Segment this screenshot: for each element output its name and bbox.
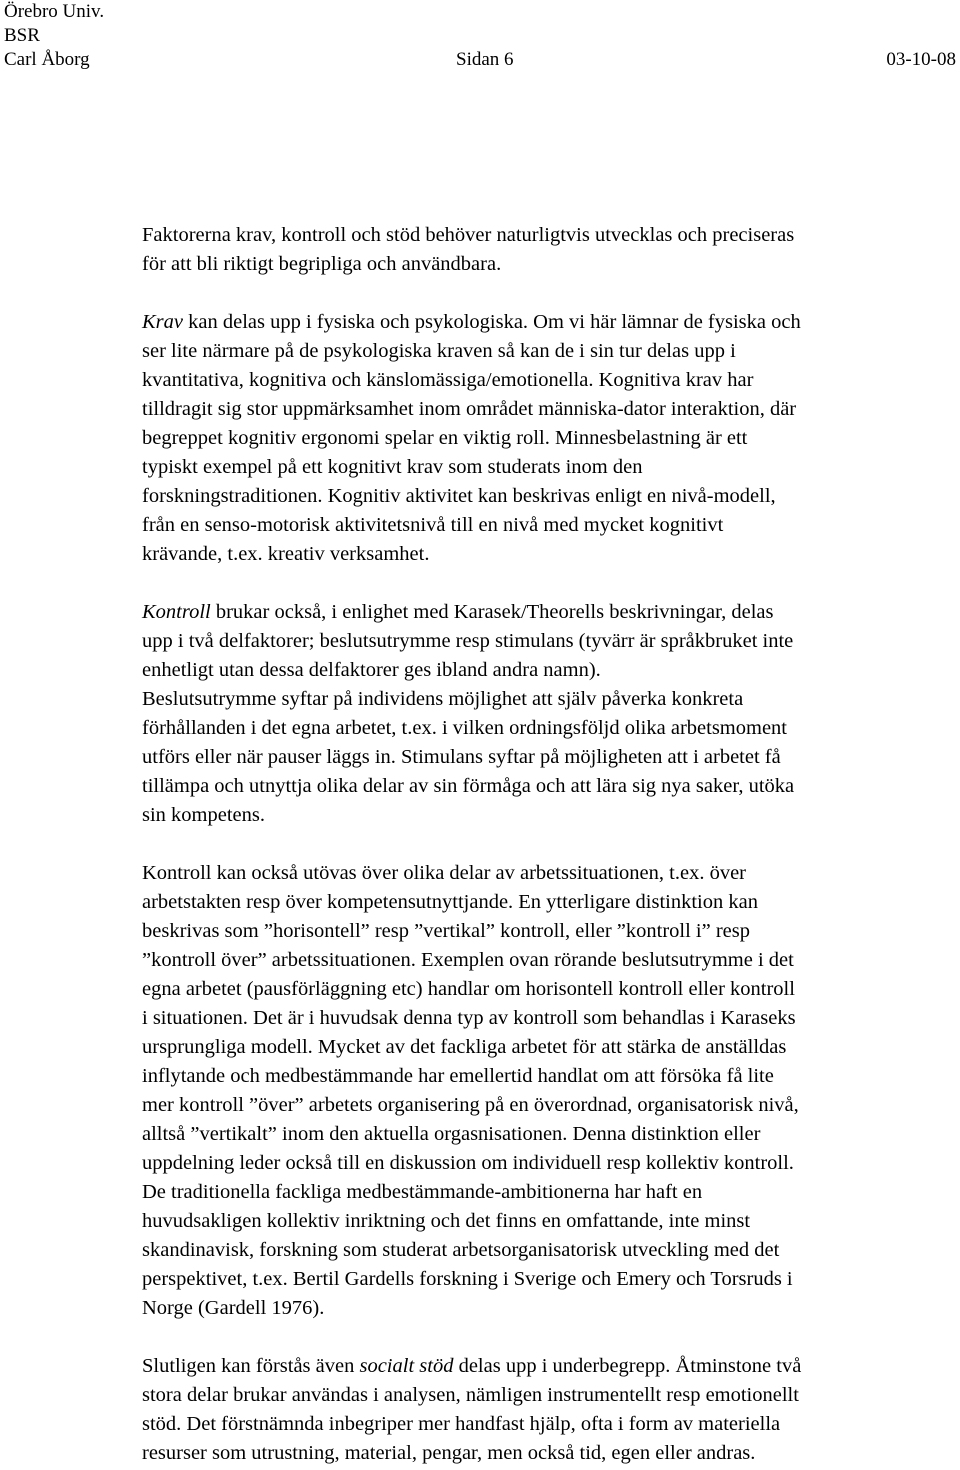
- text-line: perspektivet, t.ex. Bertil Gardells forskning i Sverige och Emery och Torsruds i: [142, 1268, 793, 1290]
- text-line: huvudsakligen kollektiv inriktning och det finns en omfattande, inte minst: [142, 1210, 751, 1232]
- header-line-meta: [0, 48, 960, 72]
- text-line: från en senso-motorisk aktivitetsnivå till en nivå med mycket kognitivt: [142, 514, 724, 536]
- page-header: [0, 0, 960, 72]
- text-line: krävande, t.ex. kreativ verksamhet.: [142, 543, 430, 565]
- text-line: utförs eller när pauser läggs in. Stimulans syftar på möjligheten att i arbetet få: [142, 746, 781, 768]
- text-line: i situationen. Det är i huvudsak denna typ av kontroll som behandlas i Karaseks: [142, 1007, 796, 1029]
- paragraph-spacer: [142, 1323, 960, 1352]
- text-line: tilldragit sig stor uppmärksamhet inom området människa-dator interaktion, där: [142, 398, 797, 420]
- text-line: sin kompetens.: [142, 804, 265, 826]
- paragraph-spacer: [142, 279, 960, 308]
- emphasized-term: Krav: [142, 311, 183, 333]
- text-line: De traditionella fackliga medbestämmande-ambitionerna har haft en: [142, 1181, 703, 1203]
- line-text: brukar också, i enlighet med Karasek/Theorells beskrivningar, delas: [210, 601, 774, 623]
- text-line: [142, 1352, 960, 1381]
- header-line-department: [0, 24, 960, 48]
- text-line: stora delar brukar användas i analysen, nämligen instrumentellt resp emotionellt: [142, 1384, 799, 1406]
- text-line: ser lite närmare på de psykologiska kraven så kan de i sin tur delas upp i: [142, 340, 736, 362]
- text-line: alltså ”vertikalt” inom den aktuella orgasnisationen. Denna distinktion eller: [142, 1123, 761, 1145]
- line-text: delas upp i underbegrepp. Åtminstone två: [453, 1355, 802, 1377]
- department-name: BSR: [4, 25, 40, 46]
- document-date: 03-10-08: [886, 49, 956, 70]
- text-line: Beslutsutrymme syftar på individens möjlighet att själv påverka konkreta: [142, 688, 744, 710]
- header-line-institution: [0, 0, 960, 24]
- paragraph-5: [142, 1352, 960, 1468]
- page-number: Sidan 6: [456, 49, 514, 70]
- line-text: kan delas upp i fysiska och psykologiska. Om vi här lämnar de fysiska och: [183, 311, 801, 333]
- paragraph-2: [142, 308, 960, 569]
- text-line: arbetstakten resp över kompetensutnyttjande. En ytterligare distinktion kan: [142, 891, 758, 913]
- emphasized-term: Kontroll: [142, 601, 211, 623]
- text-line: [142, 308, 960, 337]
- emphasized-term: socialt stöd: [359, 1355, 454, 1377]
- text-line: upp i två delfaktorer; beslutsutrymme resp stimulans (tyvärr är språkbruket inte: [142, 630, 794, 652]
- text-line: ”kontroll över” arbetssituationen. Exemplen ovan rörande beslutsutrymme i det: [142, 949, 794, 971]
- document-body: [142, 221, 960, 1468]
- text-line: Kontroll kan också utövas över olika delar av arbetssituationen, t.ex. över: [142, 862, 746, 884]
- text-line: skandinavisk, forskning som studerat arbetsorganisatorisk utveckling med det: [142, 1239, 780, 1261]
- text-line: förhållanden i det egna arbetet, t.ex. i vilken ordningsföljd olika arbetsmoment: [142, 717, 787, 739]
- text-line: uppdelning leder också till en diskussion om individuell resp kollektiv kontroll.: [142, 1152, 794, 1174]
- text-line: forskningstraditionen. Kognitiv aktivitet kan beskrivas enligt en nivå-modell,: [142, 485, 776, 507]
- text-line: resurser som utrustning, material, pengar, men också tid, egen eller andras.: [142, 1442, 756, 1464]
- text-line: egna arbetet (pausförläggning etc) handlar om horisontell kontroll eller kontroll: [142, 978, 795, 1000]
- institution-name: Örebro Univ.: [4, 1, 105, 22]
- text-line: stöd. Det förstnämnda inbegriper mer handfast hjälp, ofta i form av materiella: [142, 1413, 781, 1435]
- text-line: mer kontroll ”över” arbetets organisering på en överordnad, organisatorisk nivå,: [142, 1094, 799, 1116]
- text-line: enhetligt utan dessa delfaktorer ges ibland andra namn).: [142, 659, 601, 681]
- text-line: begreppet kognitiv ergonomi spelar en viktig roll. Minnesbelastning är ett: [142, 427, 748, 449]
- paragraph-spacer: [142, 830, 960, 859]
- text-line: ursprungliga modell. Mycket av det fackliga arbetet för att stärka de anställdas: [142, 1036, 787, 1058]
- text-line: kvantitativa, kognitiva och känslomässiga/emotionella. Kognitiva krav har: [142, 369, 754, 391]
- paragraph-1: [142, 221, 960, 279]
- text-line: [142, 598, 960, 627]
- text-line: Norge (Gardell 1976).: [142, 1297, 325, 1319]
- line-text: Slutligen kan förstås även: [142, 1355, 360, 1377]
- text-line: Faktorerna krav, kontroll och stöd behöver naturligtvis utvecklas och preciseras: [142, 224, 795, 246]
- text-line: beskrivas som ”horisontell” resp ”vertikal” kontroll, eller ”kontroll i” resp: [142, 920, 750, 942]
- text-line: inflytande och medbestämmande har emellertid handlat om att försöka få lite: [142, 1065, 774, 1087]
- text-line: typiskt exempel på ett kognitivt krav som studerats inom den: [142, 456, 643, 478]
- paragraph-4: [142, 859, 960, 1323]
- author-name: Carl Åborg: [4, 49, 90, 70]
- text-line: tillämpa och utnyttja olika delar av sin förmåga och att lära sig nya saker, utöka: [142, 775, 795, 797]
- paragraph-3: [142, 598, 960, 830]
- paragraph-spacer: [142, 569, 960, 598]
- text-line: för att bli riktigt begripliga och användbara.: [142, 253, 502, 275]
